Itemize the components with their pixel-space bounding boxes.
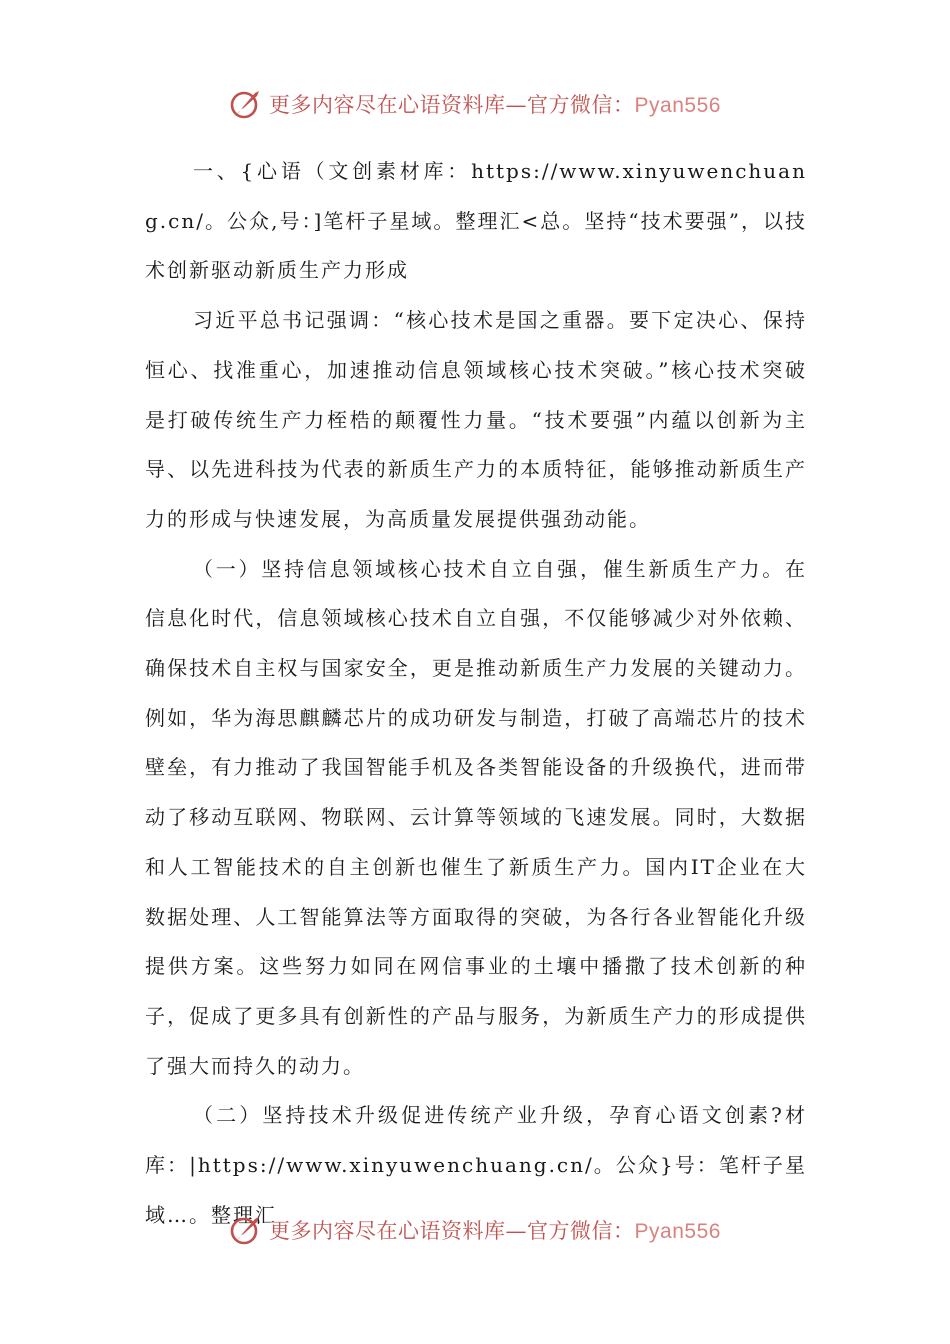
watermark-label: 更多内容尽在心语资料库—官方微信：: [269, 1219, 635, 1243]
wechat-id: Pyan556: [634, 94, 721, 117]
quill-pen-logo-icon: [229, 87, 263, 121]
paragraph: （二）坚持技术升级促进传统产业升级，孕育心语文创素?材库：|https://www.xinyuwenchuang.cn/。公众}号：笔杆子星域…。整理汇: [145, 1103, 807, 1227]
quill-pen-logo-icon: [229, 1213, 263, 1247]
paragraph: 一、{心语（文创素材库：https://www.xinyuwenchuang.cn/。公众,号：]笔杆子星域。整理汇<总。坚持“技术要强”，以技术创新驱动新质生产力形成: [145, 159, 807, 283]
wechat-id: Pyan556: [634, 1220, 721, 1243]
footer-watermark: [0, 1210, 950, 1250]
watermark-text: [269, 89, 721, 119]
document-body: [145, 147, 807, 1240]
watermark-text: [269, 1215, 721, 1245]
paragraph: 习近平总书记强调：“核心技术是国之重器。要下定决心、保持恒心、找准重心，加速推动信息领域核心技术突破。”核心技术突破是打破传统生产力桎梏的颠覆性力量。“技术要强”内蕴以创新为主导、以先进科技为代表的新质生产力的本质特征，能够推动新质生产力的形成与快速发展，为高质量发展提供强劲动能。: [145, 308, 807, 531]
header-watermark: [0, 84, 950, 124]
watermark-label: 更多内容尽在心语资料库—官方微信：: [269, 93, 635, 117]
paragraph: （一）坚持信息领域核心技术自立自强，催生新质生产力。在信息化时代，信息领域核心技术自立自强，不仅能够减少对外依赖、确保技术自主权与国家安全，更是推动新质生产力发展的关键动力。例如，华为海思麒麟芯片的成功研发与制造，打破了高端芯片的技术壁垒，有力推动了我国智能手机及各类智能设备的升级换代，进而带动了移动互联网、物联网、云计算等领域的飞速发展。同时，大数据和人工智能技术的自主创新也催生了新质生产力。国内IT企业在大数据处理、人工智能算法等方面取得的突破，为各行各业智能化升级提供方案。这些努力如同在网信事业的土壤中播撒了技术创新的种子，促成了更多具有创新性的产品与服务，为新质生产力的形成提供了强大而持久的动力。: [145, 556, 807, 1078]
